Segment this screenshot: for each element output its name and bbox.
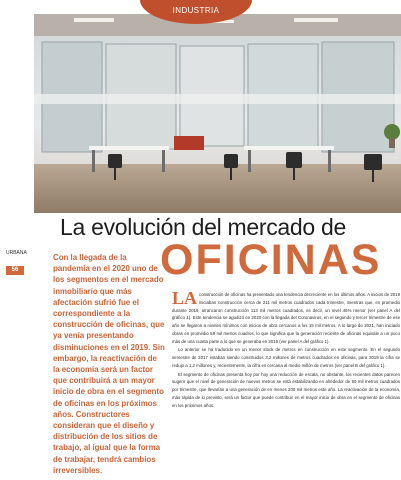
lead-paragraph: Con la llegada de la pandemia en el 2020 uno de los segmentos en el mercado inmobiliario que más afectación sufrió fue el correspondiente a la construcción de oficinas, que ya venía presentando disminuciones en el 2019. Sin embargo, la reactivación de la economía será un factor que contribuirá a un mayor inicio de obra en el segmento de oficinas en los próximos años. Constructores consideran que el diseño y distribución de los sitios de trabajo, al igual que la forma de trabajar, tendrá cambios irreversibles. bbox=[53, 253, 165, 475]
drop-cap: LA bbox=[172, 288, 198, 308]
office-photo bbox=[34, 14, 401, 213]
office-interior-image bbox=[34, 14, 401, 213]
body-paragraph-2: Lo anterior se ha traducido en un menor stock de metros en construcción en este segmento. En el segundo semestre de 2017 estaban siendo construidos 3,2 millones de metros cuadrados en oficinas, para 2019 la cifra se redujo a 1,2 millones y, recientemente, la cifra es cercana al medio millón de metros (ver panel B del gráfico 1). bbox=[172, 347, 400, 368]
side-tag: URBANA bbox=[6, 250, 27, 256]
page-number: 56 bbox=[6, 266, 24, 275]
body-paragraph-1-text: construcción de oficinas ha presentado una tendencia decreciente en los últimos años. A inicios de 2019 iniciaban construcción cerca de 211 mil metros cuadrados cada trimestre, mientras que, en promedio durante 2019, arrancaron construcción 113 mil metros cuadrados, es decir, un nivel 46% menor (ver panel A del gráfico 1). Este tendencia se agudizó en 2020 con la llegada del Coronavirus, en el segundo y tercer trimestre de ese año se llegaron a niveles mínimos con inicios de obra cercanos a los 15 mil metros. A lo largo de 2021, han iniciado obras en promedio 58 mil metros cuadros, lo que significa que la generación reciente de oficinas equivale a un poco más de una cuarta parte a lo que se generaba en 2016 (ver panel A del gráfico 1). bbox=[172, 292, 400, 344]
headline-line-2: OFICINAS bbox=[160, 236, 382, 284]
body-paragraph-3: El segmento de oficinas presenta hoy por hoy una reducción de escala, no obstante, los recientes datos parecen sugerir que el nivel de generación de nuevos metros se está estabilizando en alrededor de 50 mil metros cuadrados por trimestre, que llevarían a una generación de en menos 200 mil metros este año. La reactivación de la economía, más rápida de lo previsto, será un factor que puede contribuir en el mayor inicio de obra en el segmento de oficinas en los próximos años. bbox=[172, 371, 400, 408]
headline-line-1: La evolución del mercado de bbox=[60, 214, 346, 240]
body-paragraph-1 bbox=[172, 288, 400, 345]
section-label: INDUSTRIA bbox=[172, 6, 220, 15]
body-column bbox=[172, 288, 400, 410]
